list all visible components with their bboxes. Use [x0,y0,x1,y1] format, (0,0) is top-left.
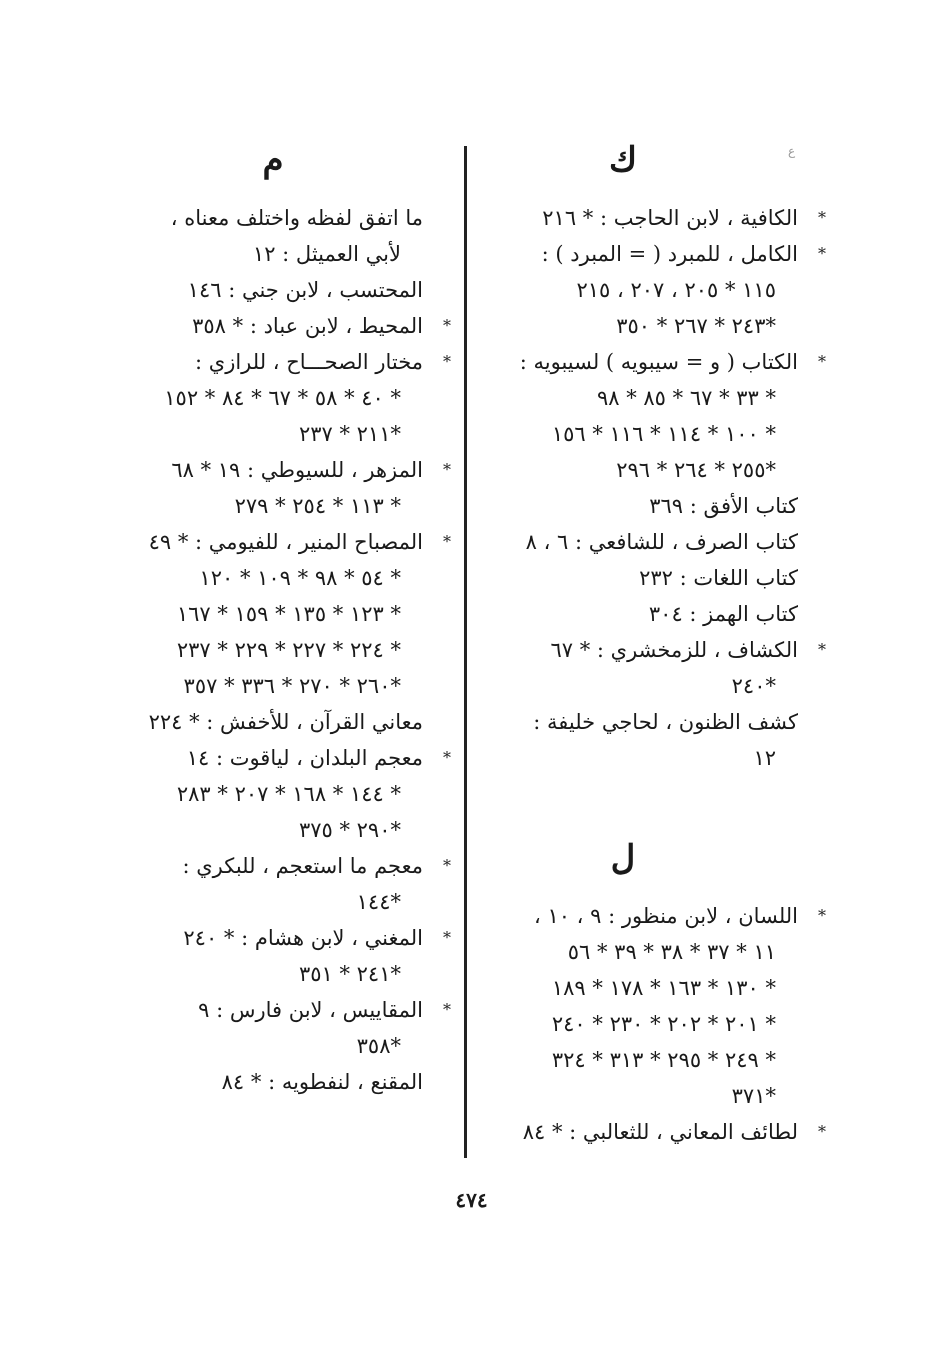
entry-title-line: * المقاييس ، لابن فارس : ٩ [123,992,423,1028]
index-entry [468,1114,798,1150]
column-divider [464,146,467,1158]
entry-title-line: * المصباح المنير ، للفيومي : * ٤٩ [123,524,423,560]
entry-page-refs: * ٤٠ * ٥٨ * ٦٧ * ٨٤ * ١٥٢ [164,386,401,410]
entry-page-refs: * ١١٣ * ٢٥٤ * ٢٧٩ [234,494,401,518]
entry-page-refs: * ١٠٠ * ١١٤ * ١١٦ * ١٥٦ [551,422,776,446]
entry-title-line: المحتسب ، لابن جني : ١٤٦ [187,278,423,302]
index-entry [123,452,423,524]
index-entry [123,272,423,308]
entry-page-refs: * ١٢٣ * ١٣٥ * ١٥٩ * ١٦٧ [176,602,401,626]
index-entry [123,524,423,704]
corner-mark: ع [788,144,796,158]
index-entry [468,596,798,632]
entry-page-refs: * ٢٠١ * ٢٠٢ * ٢٣٠ * ٢٤٠ [551,1012,776,1036]
entry-title-line: * المزهر ، للسيوطي : ١٩ * ٦٨ [123,452,423,488]
entry-title-line: * معجم ما استعجم ، للبكري : [123,848,423,884]
index-entry [123,740,423,848]
index-entry [123,308,423,344]
left-column [123,140,423,1100]
entry-page-refs: *٢١١ * ٢٣٧ [298,422,401,446]
index-entry [468,236,798,344]
entry-page-refs: ١٢ [753,746,776,770]
entry-page-refs: *٢٥٥ * ٢٦٤ * ٢٩٦ [616,458,776,482]
section-gap [468,776,798,838]
entry-title-line: * المحيط ، لابن عباد : * ٣٥٨ [123,308,423,344]
index-entry [468,898,798,1114]
entry-page-refs: لأبي العميثل : ١٢ [252,242,401,266]
entry-page-refs: *٢٤٣ * ٢٦٧ * ٣٥٠ [616,314,776,338]
entry-title-line: * معجم البلدان ، لياقوت : ١٤ [123,740,423,776]
entry-page-refs: *٢٤٠ [731,674,776,698]
entry-title-line: * مختار الصحـــاح ، للرازي : [123,344,423,380]
entry-title-line: ما اتفق لفظه واختلف معناه ، [170,206,423,230]
entry-title-line: كتاب الهمز : ٣٠٤ [648,602,798,626]
entry-page-refs: *٢٩٠ * ٣٧٥ [298,818,401,842]
index-entry [468,560,798,596]
entry-title-line: معاني القرآن ، للأخفش : * ٢٢٤ [148,710,423,734]
index-entry [123,344,423,452]
entry-title-line: * لطائف المعاني ، للثعالبي : * ٨٤ [468,1114,798,1150]
entry-page-refs: * ١٣٠ * ١٦٣ * ١٧٨ * ١٨٩ [551,976,776,1000]
entry-page-refs: *٣٧١ [731,1084,776,1108]
index-entry [468,488,798,524]
entry-page-refs: ١١ * ٣٧ * ٣٨ * ٣٩ * ٥٦ [567,940,776,964]
index-entry [468,632,798,704]
section-letter: ك [608,140,638,180]
page-number: ٤٧٤ [455,1188,488,1212]
index-entry [468,524,798,560]
section-letter: م [262,140,284,180]
index-entry [468,200,798,236]
section-letter: ل [610,838,636,878]
index-entry [123,992,423,1064]
entry-title-line: كتاب الصرف ، للشافعي : ٦ ، ٨ [525,530,798,554]
entry-page-refs: * ٥٤ * ٩٨ * ١٠٩ * ١٢٠ [199,566,401,590]
index-entry [468,704,798,776]
entry-page-refs: *١٤٤ [356,890,401,914]
index-entry [123,920,423,992]
entry-page-refs: * ٢٢٤ * ٢٢٧ * ٢٢٩ * ٢٣٧ [176,638,401,662]
entry-page-refs: * ٣٣ * ٦٧ * ٨٥ * ٩٨ [596,386,776,410]
entry-title-line: المقنع ، لنفطويه : * ٨٤ [221,1070,423,1094]
entry-page-refs: *٢٦٠ * ٢٧٠ * ٣٣٦ * ٣٥٧ [183,674,401,698]
entry-title-line: كشف الظنون ، لحاجي خليفة : [533,710,798,734]
entry-title-line: كتاب الأفق : ٣٦٩ [649,494,798,518]
entry-page-refs: *٣٥٨ [356,1034,401,1058]
entry-page-refs: ١١٥ * ٢٠٥ ، ٢٠٧ ، ٢١٥ [576,278,776,302]
right-column [468,140,798,1150]
entry-title-line: * الكشاف ، للزمخشري : * ٦٧ [468,632,798,668]
index-entry [123,1064,423,1100]
entry-title-line: * اللسان ، لابن منظور : ٩ ، ١٠ ، [468,898,798,934]
entry-page-refs: *٢٤١ * ٣٥١ [298,962,401,986]
entry-title-line: * الكافية ، لابن الحاجب : * ٢١٦ [468,200,798,236]
entry-title-line: * الكامل ، للمبرد ( = المبرد ) : [468,236,798,272]
entry-page-refs: * ١٤٤ * ١٦٨ * ٢٠٧ * ٢٨٣ [176,782,401,806]
entry-title-line: كتاب اللغات : ٢٣٢ [639,566,798,590]
entry-page-refs: * ٢٤٩ * ٢٩٥ * ٣١٣ * ٣٢٤ [551,1048,776,1072]
entry-title-line: * المغني ، لابن هشام : * ٢٤٠ [123,920,423,956]
entry-title-line: * الكتاب ( و = سيبويه ) لسيبويه : [468,344,798,380]
index-entry [468,344,798,488]
index-entry [123,704,423,740]
index-entry [123,200,423,272]
index-entry [123,848,423,920]
